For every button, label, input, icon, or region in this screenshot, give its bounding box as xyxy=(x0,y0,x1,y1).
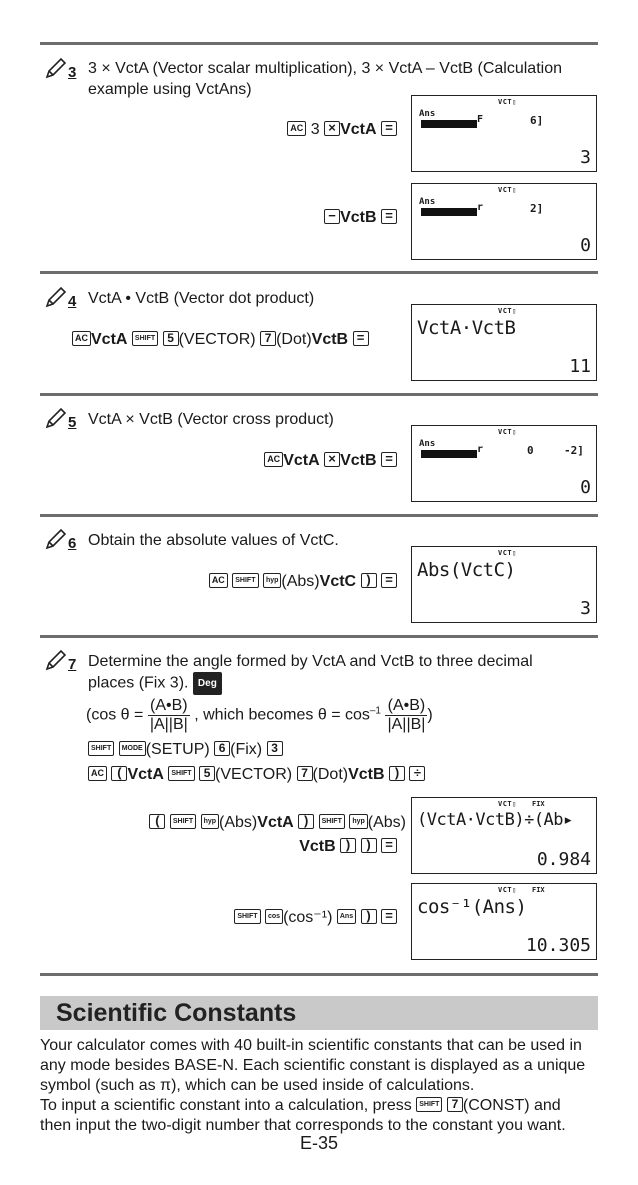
equals-key: = xyxy=(381,573,397,588)
vct-indicator: VCT▯ xyxy=(498,186,517,194)
function-label: (Abs) xyxy=(281,573,320,590)
cursor-tick: r xyxy=(477,444,484,455)
cursor-tick: F xyxy=(477,114,484,125)
divider xyxy=(40,973,598,976)
vector-name: VctA xyxy=(283,452,320,469)
ac-key: AC xyxy=(209,573,228,588)
matrix-cursor xyxy=(421,450,477,458)
vector-name: VctA xyxy=(91,331,128,348)
rparen-key: ) xyxy=(298,814,314,829)
divider xyxy=(40,393,598,396)
times-key: × xyxy=(324,121,340,136)
paragraph-line: any mode besides BASE-N. Each scientific constant is displayed as a unique xyxy=(40,1057,586,1074)
display-result: 3 xyxy=(580,598,591,619)
shift-key: SHIFT xyxy=(416,1097,442,1112)
digit: 3 xyxy=(310,121,320,138)
paragraph-line: symbol (such as π), which can be used inside of calculations. xyxy=(40,1077,475,1094)
display-expression: Abs(VctC) xyxy=(417,559,516,581)
display-expression: (VctA·VctB)÷(Ab▸ xyxy=(417,810,573,830)
pencil-icon xyxy=(44,406,68,430)
example-6-marker xyxy=(44,527,84,555)
display-value: 0 xyxy=(527,444,534,457)
vector-name: VctB xyxy=(340,209,377,226)
shift-key: SHIFT xyxy=(232,573,258,588)
vector-name: VctC xyxy=(319,573,357,590)
example-6-text: Obtain the absolute values of VctC. xyxy=(88,532,339,549)
display-expression: VctA·VctB xyxy=(417,317,516,339)
matrix-cursor xyxy=(421,120,477,128)
example-3-text xyxy=(88,58,598,100)
times-key: × xyxy=(324,452,340,467)
vector-name: VctA xyxy=(257,814,294,831)
example-4-marker xyxy=(44,285,84,313)
display-result: 0 xyxy=(580,477,591,498)
superscript: –1 xyxy=(369,705,381,717)
equals-key: = xyxy=(381,909,397,924)
divide-key: ÷ xyxy=(409,766,425,781)
rparen-key: ) xyxy=(389,766,405,781)
keystrokes xyxy=(209,571,397,593)
ans-label: Ans xyxy=(419,109,436,119)
display-value: 6] xyxy=(530,114,544,127)
keystrokes xyxy=(88,764,425,786)
keystrokes xyxy=(149,812,406,834)
ac-key: AC xyxy=(264,452,283,467)
keystrokes xyxy=(299,836,397,858)
formula-text: , which becomes θ = cos xyxy=(194,706,370,724)
fix-indicator: FIX xyxy=(532,800,545,808)
ans-key: Ans xyxy=(337,909,356,924)
divider xyxy=(40,42,598,45)
text-line: places (Fix 3). xyxy=(88,674,189,692)
equals-key: = xyxy=(381,121,397,136)
shift-key: SHIFT xyxy=(132,331,158,346)
rparen-key: ) xyxy=(361,909,377,924)
example-4-text: VctA • VctB (Vector dot product) xyxy=(88,290,315,307)
formula-text: ) xyxy=(427,706,433,724)
example-3-marker xyxy=(44,56,84,84)
shift-key: SHIFT xyxy=(170,814,196,829)
ac-key: AC xyxy=(88,766,107,781)
vector-name: VctB xyxy=(340,452,377,469)
fraction xyxy=(148,697,190,734)
vct-indicator: VCT▯ xyxy=(498,428,517,436)
section-body xyxy=(40,1036,600,1136)
calc-display xyxy=(411,304,597,381)
digit-key-7: 7 xyxy=(260,331,276,346)
paragraph-line xyxy=(40,1096,600,1116)
function-label: (Abs) xyxy=(219,814,258,831)
example-number: 7 xyxy=(68,656,77,673)
rparen-key: ) xyxy=(340,838,356,853)
function-label: (Abs) xyxy=(367,814,406,831)
function-label: (Dot) xyxy=(312,766,349,783)
equals-key: = xyxy=(381,209,397,224)
equals-key: = xyxy=(381,838,397,853)
pencil-icon xyxy=(44,56,68,80)
divider xyxy=(40,635,598,638)
denominator: |A||B| xyxy=(387,716,426,733)
display-result: 10.305 xyxy=(525,935,591,956)
minus-key: − xyxy=(324,209,340,224)
calc-display xyxy=(411,95,597,172)
lparen-key: ( xyxy=(149,814,165,829)
shift-key: SHIFT xyxy=(168,766,194,781)
pencil-icon xyxy=(44,285,68,309)
paragraph-line: then input the two-digit number that corresponds to the constant you want. xyxy=(40,1117,566,1134)
example-number: 5 xyxy=(68,414,77,431)
vct-indicator: VCT▯ xyxy=(498,886,517,894)
divider xyxy=(40,271,598,274)
pencil-icon xyxy=(44,527,68,551)
cos-key: cos xyxy=(265,909,283,924)
shift-key: SHIFT xyxy=(319,814,345,829)
digit-key-5: 5 xyxy=(163,331,179,346)
calc-display xyxy=(411,425,597,502)
shift-key: SHIFT xyxy=(234,909,260,924)
formula xyxy=(86,697,433,734)
function-label: (Dot) xyxy=(276,331,312,348)
example-number: 6 xyxy=(68,535,77,552)
text-line: Determine the angle formed by VctA and VctB to three decimal xyxy=(88,653,533,670)
function-label: (cos⁻¹) xyxy=(283,909,333,926)
deg-badge: Deg xyxy=(193,672,222,695)
example-7-text xyxy=(88,651,598,695)
page-number: E-35 xyxy=(299,1133,339,1153)
keystrokes xyxy=(324,207,397,229)
equals-key: = xyxy=(353,331,369,346)
section-title: Scientific Constants xyxy=(56,999,297,1027)
shift-key: SHIFT xyxy=(88,741,114,756)
display-value: 2] xyxy=(530,202,544,215)
text: To input a scientific constant into a calculation, press xyxy=(40,1097,412,1114)
example-5-marker xyxy=(44,406,84,434)
keystrokes xyxy=(72,329,369,351)
vector-name: VctA xyxy=(340,121,377,138)
lparen-key: ( xyxy=(111,766,127,781)
divider xyxy=(40,514,598,517)
example-number: 4 xyxy=(68,293,77,310)
vector-name: VctA xyxy=(127,766,164,783)
digit-key-5: 5 xyxy=(199,766,215,781)
digit-key-6: 6 xyxy=(214,741,230,756)
rparen-key: ) xyxy=(361,573,377,588)
example-5-text: VctA × VctB (Vector cross product) xyxy=(88,411,334,428)
text-line: example using VctAns) xyxy=(88,81,252,98)
vector-name: VctB xyxy=(311,331,349,348)
text-line: 3 × VctA (Vector scalar multiplication), 3 × VctA – VctB (Calculation xyxy=(88,60,562,77)
equals-key: = xyxy=(381,452,397,467)
function-label: (VECTOR) xyxy=(215,766,293,783)
digit-key-7: 7 xyxy=(297,766,313,781)
vector-name: VctB xyxy=(299,838,336,855)
keystrokes xyxy=(88,739,283,761)
rparen-key: ) xyxy=(361,838,377,853)
numerator: (A•B) xyxy=(385,697,427,716)
function-label: (SETUP) xyxy=(145,741,210,758)
hyp-key: hyp xyxy=(349,814,367,829)
example-7-marker xyxy=(44,648,84,676)
display-result: 3 xyxy=(580,147,591,168)
display-result: 11 xyxy=(569,356,591,377)
ac-key: AC xyxy=(287,121,306,136)
denominator: |A||B| xyxy=(149,716,188,733)
numerator: (A•B) xyxy=(148,697,190,716)
matrix-cursor xyxy=(421,208,477,216)
keystrokes xyxy=(264,450,397,472)
paragraph-line: Your calculator comes with 40 built-in scientific constants that can be used in xyxy=(40,1037,582,1054)
calc-display xyxy=(411,183,597,260)
calc-display xyxy=(411,797,597,874)
digit-key-3: 3 xyxy=(267,741,283,756)
function-label: (VECTOR) xyxy=(178,331,256,348)
digit-key-7: 7 xyxy=(447,1097,463,1112)
ans-label: Ans xyxy=(419,439,436,449)
formula-text: (cos θ = xyxy=(86,706,144,724)
pencil-icon xyxy=(44,648,68,672)
vct-indicator: VCT▯ xyxy=(498,549,517,557)
keystrokes xyxy=(287,119,397,141)
example-number: 3 xyxy=(68,64,77,81)
ac-key: AC xyxy=(72,331,91,346)
ans-label: Ans xyxy=(419,197,436,207)
hyp-key: hyp xyxy=(263,573,281,588)
calc-display xyxy=(411,546,597,623)
vct-indicator: VCT▯ xyxy=(498,307,517,315)
display-result: 0 xyxy=(580,235,591,256)
hyp-key: hyp xyxy=(201,814,219,829)
fraction xyxy=(385,697,427,734)
mode-key: MODE xyxy=(119,741,146,756)
function-label: (Fix) xyxy=(230,741,263,758)
display-expression: cos⁻¹(Ans) xyxy=(417,896,527,918)
vct-indicator: VCT▯ xyxy=(498,98,517,106)
text: (CONST) and xyxy=(462,1097,561,1114)
keystrokes xyxy=(234,907,397,929)
fix-indicator: FIX xyxy=(532,886,545,894)
cursor-tick: r xyxy=(477,202,484,213)
section-heading xyxy=(40,996,598,1030)
vector-name: VctB xyxy=(348,766,385,783)
display-result: 0.984 xyxy=(536,849,591,870)
display-value: -2] xyxy=(564,444,584,457)
calc-display xyxy=(411,883,597,960)
vct-indicator: VCT▯ xyxy=(498,800,517,808)
